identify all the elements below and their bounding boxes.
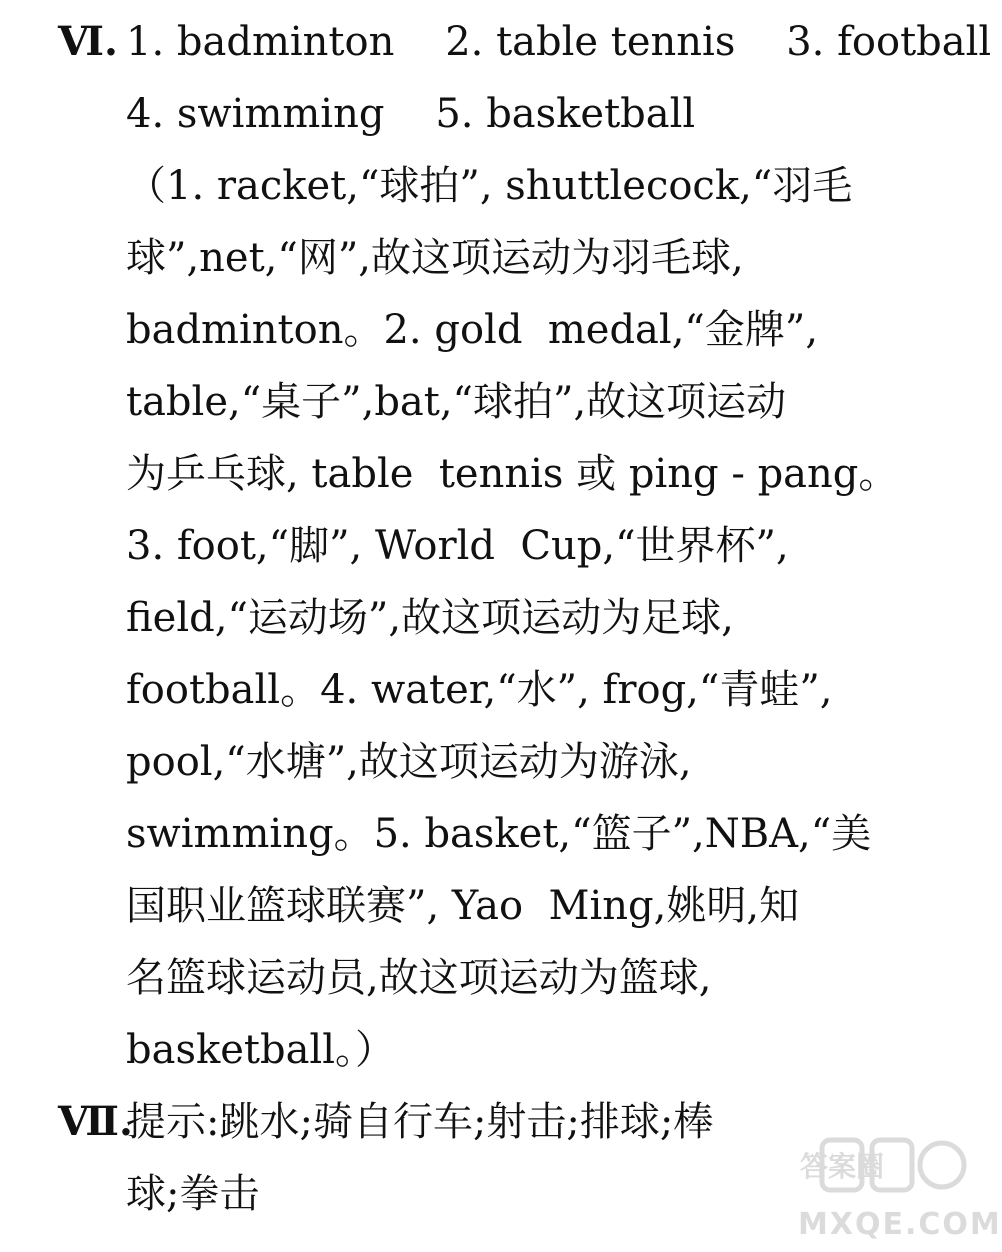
text-line <box>0 6 1000 78</box>
explanation-line: football。4. water,“水”, frog,“青蛙”, <box>126 667 833 713</box>
watermark-site-text: MXQE.COM <box>798 1207 1002 1242</box>
explanation-line: 为乒乓球, table tennis 或 ping - pang。 <box>126 451 899 497</box>
site-watermark <box>798 1122 1002 1242</box>
answer-line: 1. badminton 2. table tennis 3. football <box>126 19 992 65</box>
explanation-line: 国职业篮球联赛”, Yao Ming,姚明,知 <box>126 883 800 929</box>
explanation-line: 球”,net,“网”,故这项运动为羽毛球, <box>126 235 744 281</box>
explanation-line: badminton。2. gold medal,“金牌”, <box>126 307 819 353</box>
explanation-line: swimming。5. basket,“篮子”,NBA,“美 <box>126 811 872 857</box>
explanation-line: basketball。） <box>126 1027 396 1073</box>
text-line <box>0 654 1000 726</box>
text-line <box>0 942 1000 1014</box>
explanation-line: pool,“水塘”,故这项运动为游泳, <box>126 739 692 785</box>
section-marker-7: Ⅶ. <box>58 1098 133 1145</box>
explanation-line: 名篮球运动员,故这项运动为篮球, <box>126 955 712 1001</box>
explanation-line: 3. foot,“脚”, World Cup,“世界杯”, <box>126 523 789 569</box>
hint-line: 提示:跳水;骑自行车;射击;排球;棒 <box>126 1099 714 1145</box>
text-line <box>0 726 1000 798</box>
text-line <box>0 1014 1000 1086</box>
explanation-line: table,“桌子”,bat,“球拍”,故这项运动 <box>126 379 787 425</box>
text-line <box>0 798 1000 870</box>
text-line <box>0 366 1000 438</box>
text-line <box>0 438 1000 510</box>
explanation-line: （1. racket,“球拍”, shuttlecock,“羽毛 <box>126 163 853 209</box>
text-line <box>0 582 1000 654</box>
section-marker-6: Ⅵ. <box>58 18 118 65</box>
answer-line: 4. swimming 5. basketball <box>126 91 696 137</box>
text-line <box>0 870 1000 942</box>
watermark-logo-icon <box>799 1132 968 1202</box>
explanation-line: field,“运动场”,故这项运动为足球, <box>126 595 734 641</box>
text-line <box>0 294 1000 366</box>
text-line <box>0 150 1000 222</box>
watermark-logo-char: 答案圈 <box>799 1150 885 1183</box>
text-line <box>0 78 1000 150</box>
text-line <box>0 222 1000 294</box>
hint-line: 球;拳击 <box>126 1171 260 1217</box>
text-line <box>0 510 1000 582</box>
